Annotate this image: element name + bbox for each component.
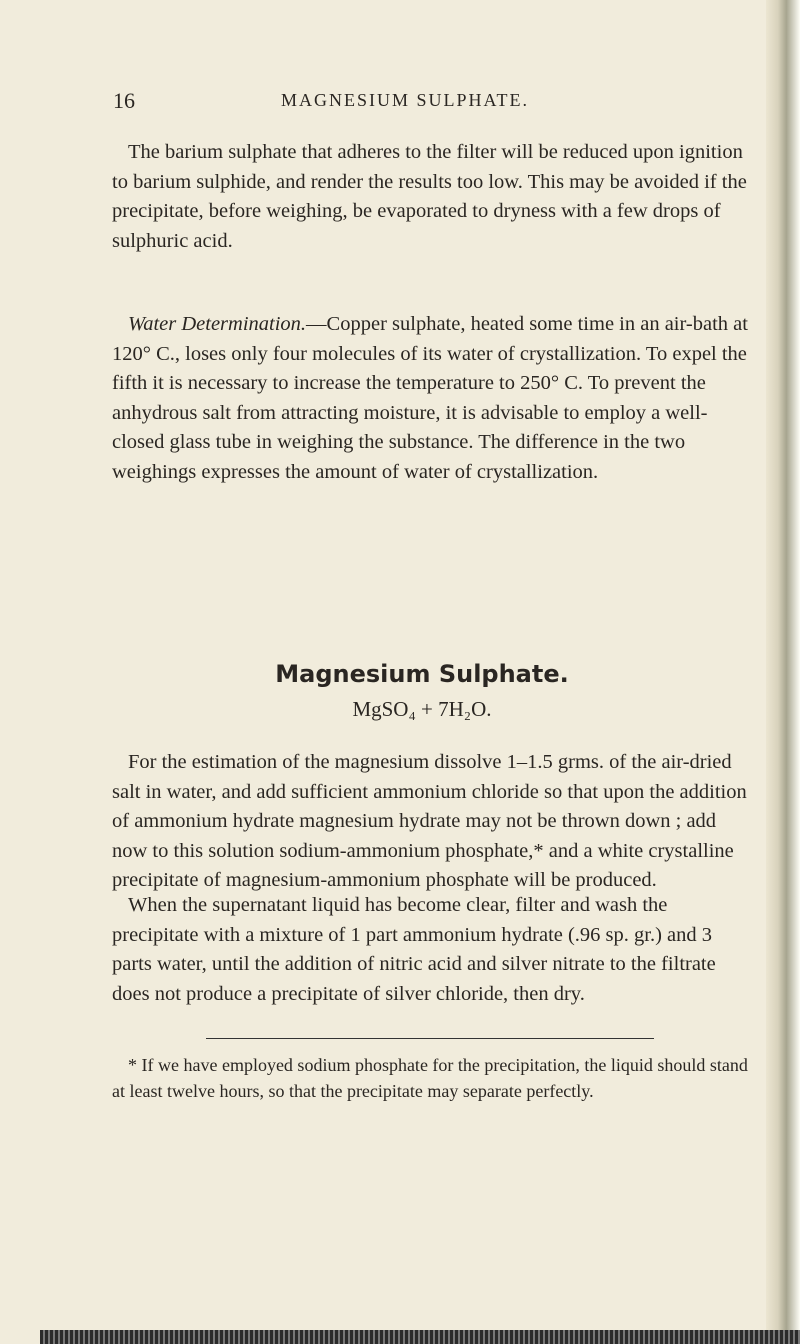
section-heading: Magnesium Sulphate. [275, 660, 569, 688]
footnote: * If we have employed sodium phosphate for the precipitation, the liquid should stand at least twelve hours, so that the precipitate may separate perfectly. [112, 1055, 748, 1101]
page-number: 16 [113, 88, 135, 113]
water-determination-lead: Water Determination. [128, 313, 307, 335]
page-edge-shadow [766, 0, 800, 1344]
paragraph-filtration: When the supernatant liquid has become clear, filter and wash the precipitate with a mixture of 1 part ammonium hydrate (.96 sp. gr.) and 3 parts water, until the addition of nitric acid and silver nitrate to the filtrate does not produce a precipitate of silver chloride, then dry. [112, 894, 716, 1005]
paragraph-water-determination [112, 310, 752, 487]
paragraph-barium-sulphate: The barium sulphate that adheres to the filter will be reduced upon ignition to barium sulphide, and render the results too low. This may be avoided if the precipitate, before weighing, be evaporated to dryness with a few drops of sulphuric acid. [112, 141, 747, 252]
page-header [113, 88, 753, 116]
footnote-divider [206, 1038, 654, 1039]
running-head: MAGNESIUM SULPHATE. [281, 90, 530, 110]
bottom-edge-border [40, 1330, 800, 1344]
water-determination-body: —Copper sulphate, heated some time in an air-bath at 120° C., loses only four molecules of its water of crystallization. To expel the fifth it is necessary to increase the temperature to 250° C. To prevent the anhydrous salt from attracting moisture, it is advisable to employ a well-closed glass tube in weighing the substance. The difference in the two weighings expresses the amount of water of crystallization. [112, 313, 748, 483]
chemical-formula: MgSO₄ + 7H₂O. [352, 697, 492, 721]
paragraph-magnesium-estimation: For the estimation of the magnesium dissolve 1–1.5 grms. of the air-dried salt in water, and add sufficient ammonium chloride so that upon the addition of ammonium hydrate magnesium hydrate may not be thrown down ; add now to this solution sodium-ammonium phosphate,* and a white crystalline precipitate of magnesium-ammonium phosphate will be produced. [112, 751, 747, 891]
